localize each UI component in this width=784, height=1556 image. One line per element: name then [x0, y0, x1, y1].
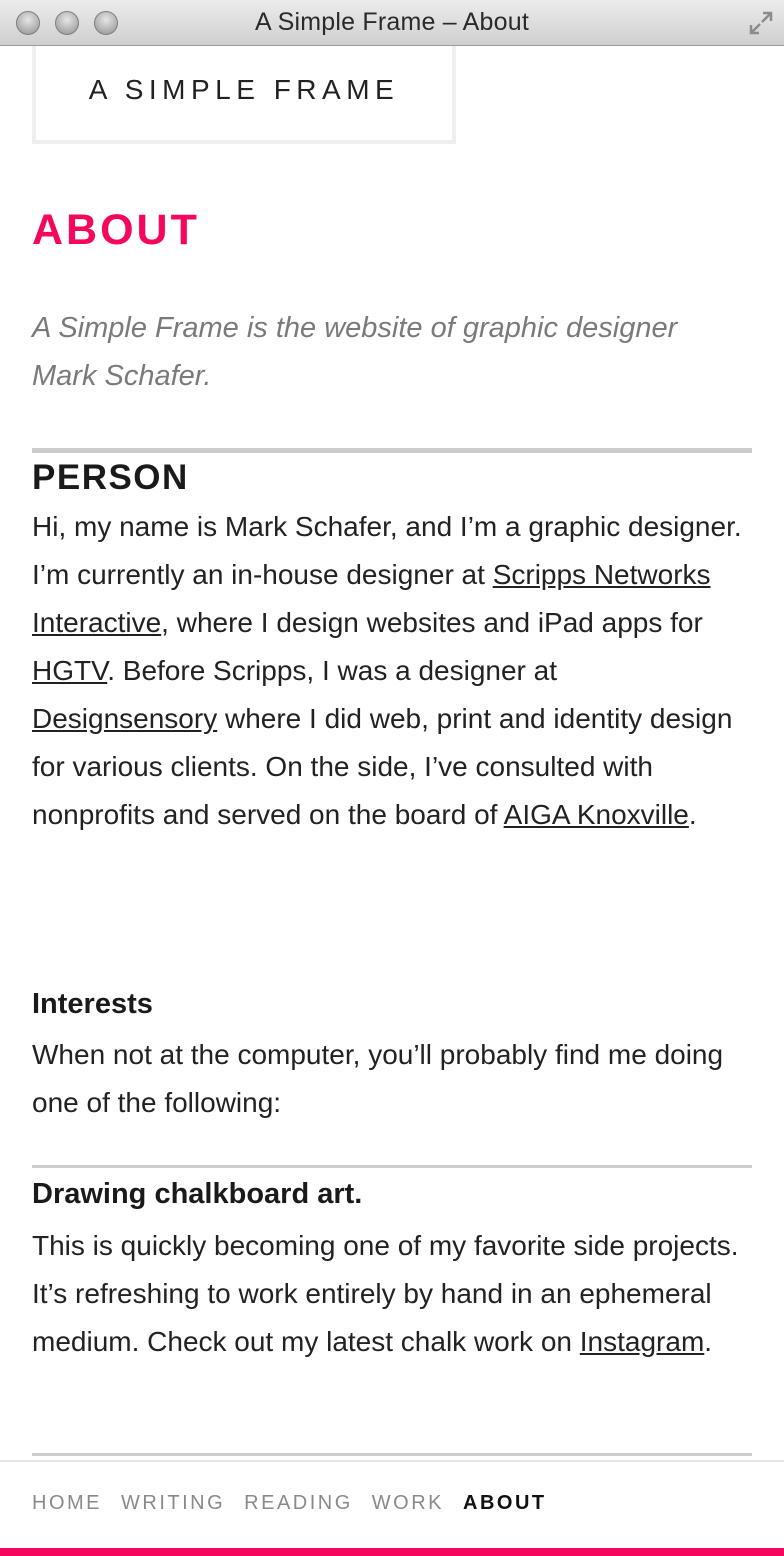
interests-heading: Interests — [32, 988, 153, 1020]
designsensory-link[interactable]: Designsensory — [32, 703, 218, 734]
interests-text: When not at the computer, you’ll probably find me doing one of the following: — [32, 1039, 724, 1118]
fullscreen-icon[interactable] — [748, 10, 774, 36]
person-text-4: where I did web, print and identity design for various clients. On the side, I’ve consulted with nonprofits and served on the board of — [32, 703, 733, 830]
person-text-3: . Before Scripps, I was a designer at — [107, 655, 557, 686]
person-heading: PERSON — [32, 458, 189, 497]
person-text-2: , where I design websites and iPad apps for — [161, 607, 703, 638]
hgtv-link[interactable]: HGTV — [32, 655, 108, 686]
scripps-link[interactable]: Scripps Networks Interactive — [32, 559, 711, 638]
interest-item-end: . — [704, 1326, 713, 1357]
window-titlebar — [0, 0, 784, 46]
accent-bar — [0, 1548, 784, 1556]
page-title: ABOUT — [32, 206, 200, 254]
page-intro: A Simple Frame is the website of graphic designer Mark Schafer. — [32, 312, 678, 392]
site-logo[interactable] — [32, 46, 456, 144]
instagram-link[interactable]: Instagram — [579, 1326, 705, 1357]
interest-divider — [32, 1165, 752, 1168]
nav-reading[interactable]: READING — [244, 1492, 353, 1514]
aiga-knoxville-link[interactable]: AIGA Knoxville — [503, 799, 689, 830]
interest-divider-bottom — [32, 1453, 752, 1456]
section-divider — [32, 448, 752, 453]
interest-item-body: This is quickly becoming one of my favorite side projects. It’s refreshing to work entirely by hand in an ephemeral medium. Check out my latest chalk work on — [32, 1230, 739, 1357]
site-logo-text: A SIMPLE FRAME — [88, 74, 400, 105]
person-text-1: Hi, my name is Mark Schafer, and I’m a graphic designer. I’m currently an in-house designer at — [32, 511, 742, 590]
nav-work[interactable]: WORK — [371, 1492, 444, 1514]
nav-about[interactable]: ABOUT — [463, 1492, 547, 1514]
nav-writing[interactable]: WRITING — [121, 1492, 226, 1514]
nav-home[interactable]: HOME — [32, 1492, 102, 1514]
person-paragraph — [32, 503, 747, 839]
window-title: A Simple Frame – About — [255, 8, 529, 36]
interest-item-title: Drawing chalkboard art. — [32, 1178, 363, 1210]
person-text-5: . — [688, 799, 697, 830]
site-nav — [0, 1460, 784, 1556]
interest-item-text — [32, 1222, 747, 1366]
